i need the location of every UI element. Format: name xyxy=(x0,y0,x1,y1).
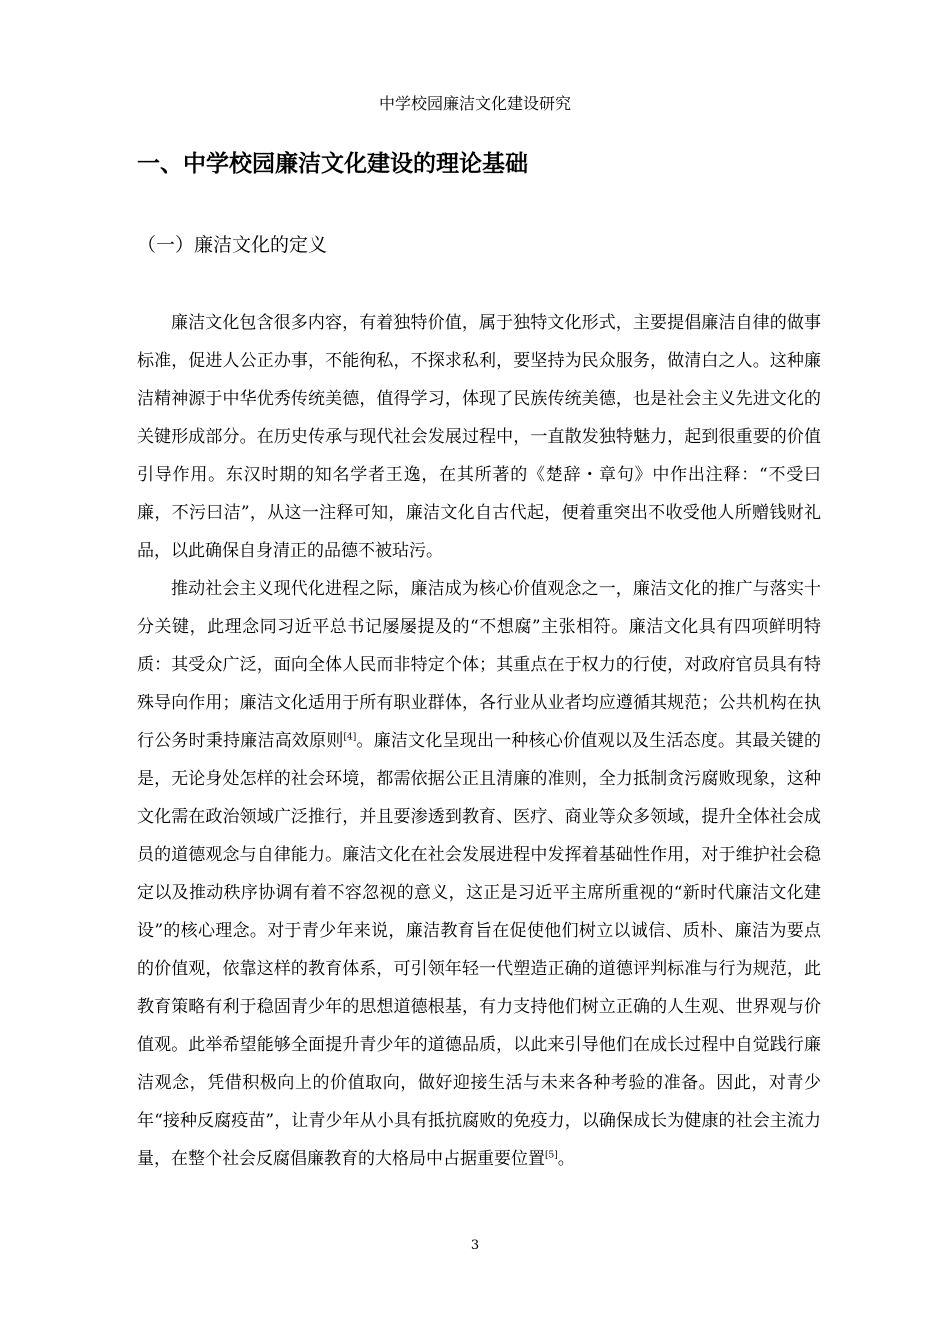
body-text xyxy=(137,304,821,1178)
citation-4: [4] xyxy=(343,732,357,743)
running-header: 中学校园廉洁文化建设研究 xyxy=(378,94,571,113)
paragraph-2-part-2: 。廉洁文化呈现出一种核心价值观以及生活态度。其最关键的是，无论身处怎样的社会环境，都需依据公正且清廉的准则，全力抵制贪污腐败现象，这种文化需在政治领域广泛推行，并且要渗透到教育、医疗、商业等众多领域，提升全体社会成员的道德观念与自律能力。廉洁文化在社会发展进程中发挥着基础性作用，对于维护社会稳定以及推动秩序协调有着不容忽视的意义，这正是习近平主席所重视的“新时代廉洁文化建设”的核心理念。对于青少年来说，廉洁教育旨在促使他们树立以诚信、质朴、廉洁为要点的价值观，依靠这样的教育体系，可引领年轻一代塑造正确的道德评判标准与行为规范，此教育策略有利于稳固青少年的思想道德根基，有力支持他们树立正确的人生观、世界观与价值观。此举希望能够全面提升青少年的道德品质，以此来引导他们在成长过程中自觉践行廉洁观念，凭借积极向上的价值取向，做好迎接生活与未来各种考验的准备。因此，对青少年“接种反腐疫苗”，让青少年从小具有抵抗腐败的免疫力，以确保成长为健康的社会主流力量，在整个社会反腐倡廉教育的大格局中占据重要位置 xyxy=(137,731,822,1169)
chapter-title: 一、中学校园廉洁文化建设的理论基础 xyxy=(137,151,528,177)
paragraph-1: 廉洁文化包含很多内容，有着独特价值，属于独特文化形式，主要提倡廉洁自律的做事标准，促进人公正办事，不能徇私，不探求私利，要坚持为民众服务，做清白之人。这种廉洁精神源于中华优秀传统美德，值得学习，体现了民族传统美德，也是社会主义先进文化的关键形成部分。在历史传承与现代社会发展过程中，一直散发独特魅力，起到很重要的价值引导作用。东汉时期的知名学者王逸，在其所著的《楚辞・章句》中作出注释：“不受曰廉，不污曰洁”，从这一注释可知，廉洁文化自古代起，便着重突出不收受他人所赠钱财礼品，以此确保自身清正的品德不被玷污。 xyxy=(137,313,821,561)
paragraph-2-part-3: 。 xyxy=(557,1149,575,1169)
section-title: （一）廉洁文化的定义 xyxy=(137,234,328,256)
paragraph-2-part-1: 推动社会主义现代化进程之际，廉洁成为核心价值观念之一，廉洁文化的推广与落实十分关键，此理念同习近平总书记屡屡提及的“不想腐”主张相符。廉洁文化具有四项鲜明特质：其受众广泛，面向全体人民而非特定个体；其重点在于权力的行使，对政府官员具有特殊导向作用；廉洁文化适用于所有职业群体，各行业从业者均应遵循其规范；公共机构在执行公务时秉持廉洁高效原则 xyxy=(137,579,821,751)
paragraph-2 xyxy=(137,570,821,1178)
page-number: 3 xyxy=(470,1238,480,1253)
citation-5: [5] xyxy=(545,1150,558,1161)
